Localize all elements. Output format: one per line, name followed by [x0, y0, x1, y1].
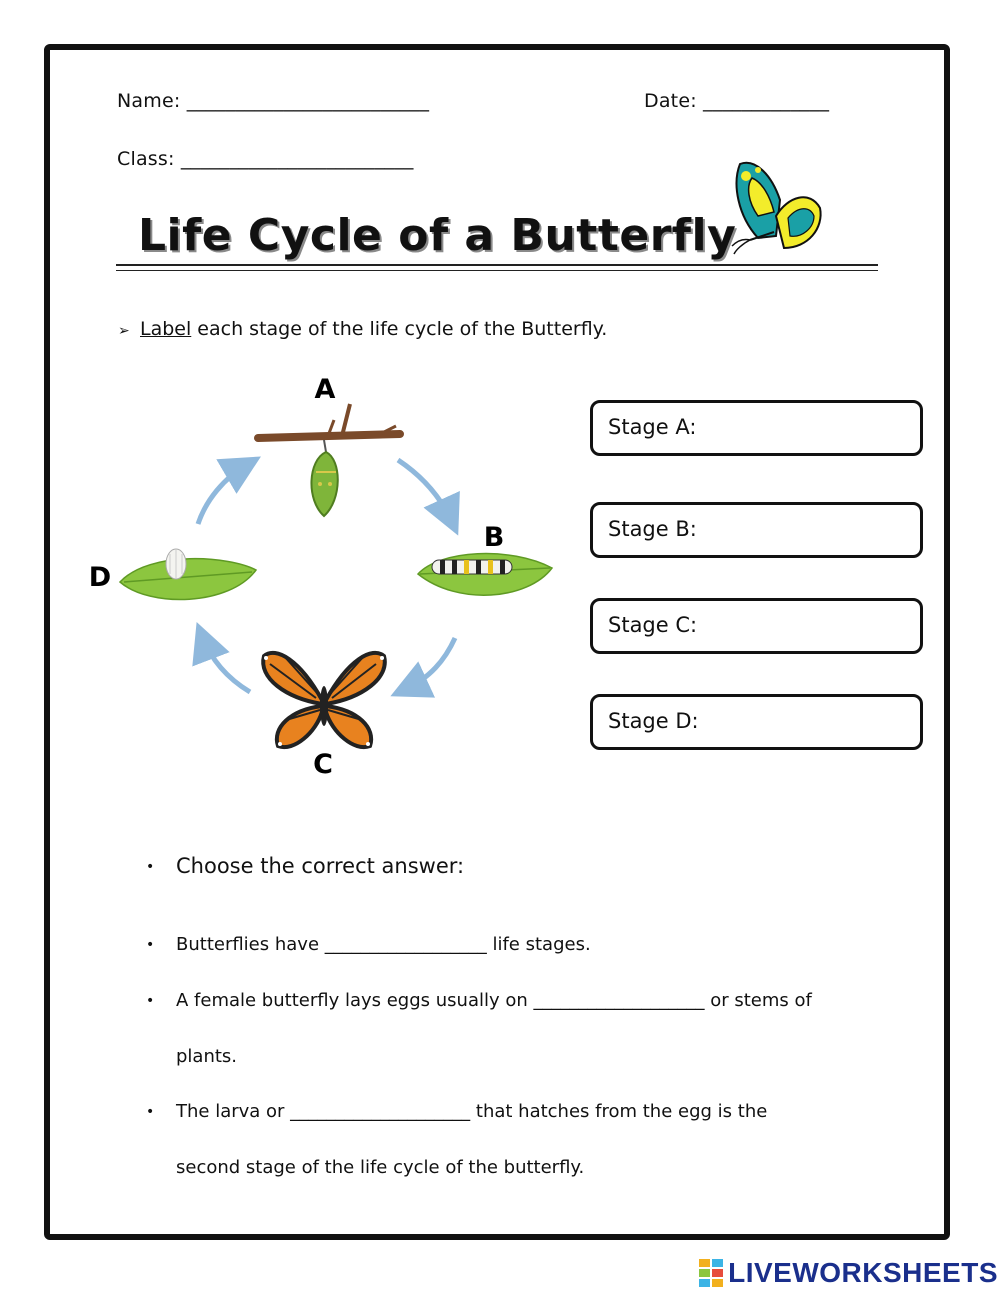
watermark-text: LIVEWORKSHEETS — [728, 1257, 999, 1288]
stage-a-label: Stage A: — [608, 415, 697, 439]
instruction-keyword: Label — [140, 318, 192, 340]
monarch-butterfly-illustration — [263, 653, 385, 747]
letter-a: A — [314, 374, 336, 405]
chrysalis-illustration — [258, 404, 400, 516]
bullet-icon: • — [146, 1104, 155, 1120]
liveworksheets-logo-icon — [699, 1259, 723, 1287]
instruction-text — [118, 318, 607, 340]
question-3-continuation: second stage of the life cycle of the butterfly. — [176, 1157, 585, 1178]
life-cycle-diagram — [80, 360, 570, 790]
letter-b: B — [483, 522, 505, 553]
questions-heading — [146, 854, 464, 878]
stage-c-label: Stage C: — [608, 613, 698, 637]
egg-illustration — [120, 549, 256, 600]
name-field[interactable]: Name: _________________________ — [117, 90, 430, 112]
bullet-icon: • — [146, 993, 155, 1009]
page-title: Life Cycle of a Butterfly — [138, 210, 737, 261]
class-field[interactable]: Class: ________________________ — [117, 148, 414, 170]
arrow-bullet-icon: ➢ — [118, 323, 130, 339]
caterpillar-illustration — [418, 554, 552, 596]
bullet-icon: • — [146, 937, 155, 953]
question-3[interactable] — [146, 1101, 767, 1122]
stage-b-label: Stage B: — [608, 517, 697, 541]
stage-d-label: Stage D: — [608, 709, 699, 733]
letter-c: C — [313, 749, 333, 780]
arrow-c-to-d — [202, 636, 250, 692]
question-1-text: Butterflies have __________________ life stages. — [176, 934, 591, 955]
bullet-icon: • — [146, 859, 155, 875]
title-underline — [116, 264, 878, 266]
liveworksheets-watermark — [699, 1257, 998, 1289]
instruction-rest: each stage of the life cycle of the Butterfly. — [191, 318, 608, 340]
butterfly-icon — [728, 156, 828, 260]
letter-d: D — [88, 562, 112, 593]
arrow-d-to-a — [198, 464, 248, 524]
question-1[interactable] — [146, 934, 591, 955]
arrow-a-to-b — [398, 460, 452, 522]
stage-b-answer-box[interactable] — [590, 502, 923, 558]
question-2[interactable] — [146, 990, 812, 1011]
stage-c-answer-box[interactable] — [590, 598, 923, 654]
date-field[interactable]: Date: _____________ — [644, 90, 830, 112]
stage-d-answer-box[interactable] — [590, 694, 923, 750]
question-3-text: The larva or ____________________ that hatches from the egg is the — [176, 1101, 768, 1122]
arrow-b-to-c — [404, 638, 455, 690]
question-2-continuation: plants. — [176, 1046, 238, 1067]
stage-a-answer-box[interactable] — [590, 400, 923, 456]
questions-heading-text: Choose the correct answer: — [176, 854, 465, 878]
question-2-text: A female butterfly lays eggs usually on ___________________ or stems of — [176, 990, 812, 1011]
title-underline-thin — [116, 270, 878, 271]
